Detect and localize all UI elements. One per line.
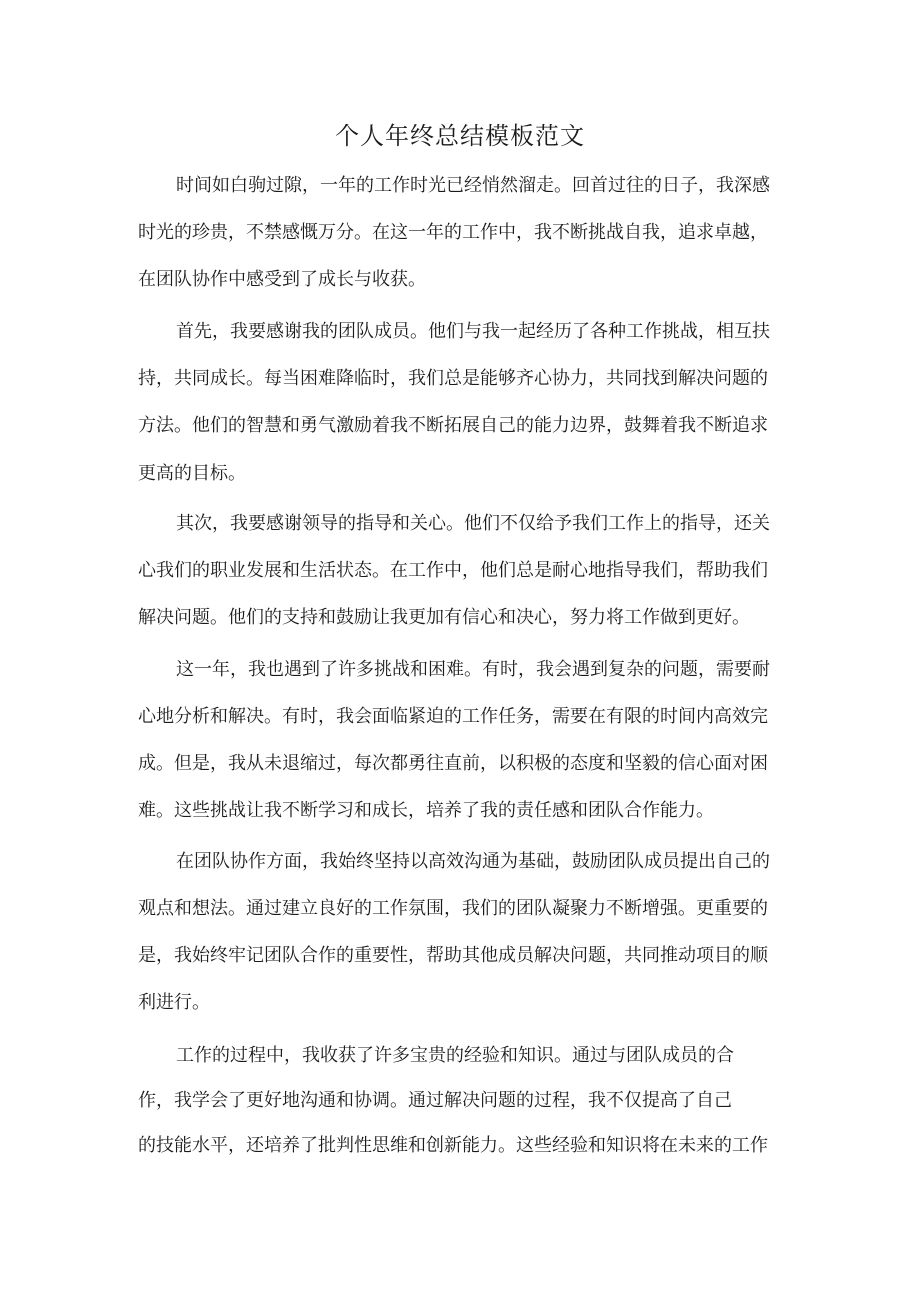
paragraph-line: 时光的珍贵，不禁感慨万分。在这一年的工作中，我不断挑战自我，追求卓越， — [138, 222, 768, 243]
paragraph-line: 成。但是，我从未退缩过，每次都勇往直前，以积极的态度和坚毅的信心面对困 — [138, 753, 768, 774]
paragraph-line: 其次，我要感谢领导的指导和关心。他们不仅给予我们工作上的指导，还关 — [176, 513, 770, 534]
paragraph-line: 方法。他们的智慧和勇气激励着我不断拓展自己的能力边界，鼓舞着我不断追求 — [138, 415, 768, 436]
paragraph-line: 观点和想法。通过建立良好的工作氛围，我们的团队凝聚力不断增强。更重要的 — [138, 898, 768, 919]
paragraph-line: 心地分析和解决。有时，我会面临紧迫的工作任务，需要在有限的时间内高效完 — [138, 706, 768, 727]
paragraph-line: 工作的过程中，我收获了许多宝贵的经验和知识。通过与团队成员的合 — [176, 1045, 734, 1066]
document-title: 个人年终总结模板范文 — [335, 122, 585, 150]
paragraph-line: 首先，我要感谢我的团队成员。他们与我一起经历了各种工作挑战，相互扶 — [176, 321, 770, 342]
paragraph-line: 这一年，我也遇到了许多挑战和困难。有时，我会遇到复杂的问题，需要耐 — [176, 659, 770, 680]
paragraph-line: 利进行。 — [138, 992, 210, 1013]
paragraph-line: 作，我学会了更好地沟通和协调。通过解决问题的过程，我不仅提高了自己 — [138, 1090, 732, 1111]
paragraph-line: 心我们的职业发展和生活状态。在工作中，他们总是耐心地指导我们，帮助我们 — [138, 560, 768, 581]
paragraph-line: 在团队协作方面，我始终坚持以高效沟通为基础，鼓励团队成员提出自己的 — [176, 851, 770, 872]
paragraph-line: 更高的目标。 — [138, 463, 246, 484]
paragraph-line: 是，我始终牢记团队合作的重要性，帮助其他成员解决问题，共同推动项目的顺 — [138, 945, 768, 966]
paragraph-line: 在团队协作中感受到了成长与收获。 — [138, 269, 426, 290]
paragraph-line: 持，共同成长。每当困难降临时，我们总是能够齐心协力，共同找到解决问题的 — [138, 368, 768, 389]
paragraph-line: 解决问题。他们的支持和鼓励让我更加有信心和决心，努力将工作做到更好。 — [138, 607, 750, 628]
paragraph-line: 难。这些挑战让我不断学习和成长，培养了我的责任感和团队合作能力。 — [138, 800, 714, 821]
paragraph-line: 的技能水平，还培养了批判性思维和创新能力。这些经验和知识将在未来的工作 — [138, 1135, 768, 1156]
paragraph-line: 时间如白驹过隙，一年的工作时光已经悄然溜走。回首过往的日子，我深感 — [176, 175, 770, 196]
